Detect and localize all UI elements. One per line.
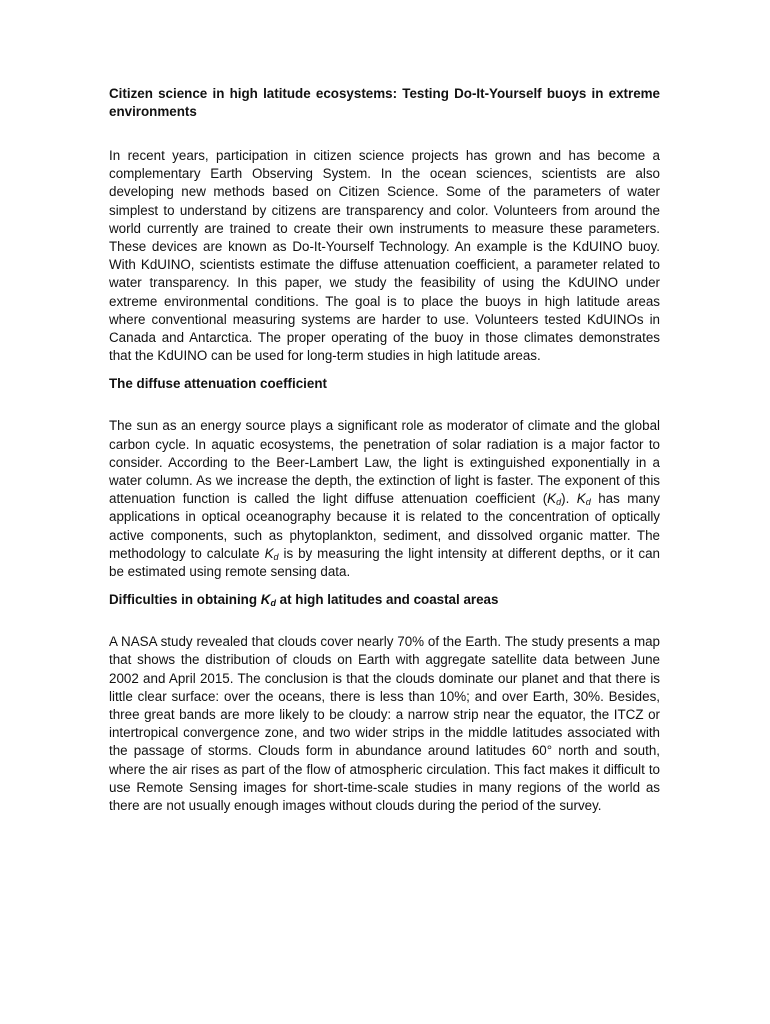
section-heading-difficulties (109, 591, 660, 609)
kd-symbol (261, 592, 276, 607)
kd-symbol (547, 491, 561, 506)
kd-subscript: d (270, 598, 276, 609)
kd-subscript: d (556, 497, 562, 508)
text-run: The sun as an energy source plays a significant role as moderator of climate and the global carbon cycle. In aquatic ecosystems, the penetration of solar radiation is a major factor to consider. According to the Beer-Lambert Law, the light is extinguished exponentially in a water column. As we increase the depth, the extinction of light is faster. The exponent of this attenuation function is called the light diffuse attenuation coefficient ( (109, 418, 660, 507)
heading-run: at high latitudes and coastal areas (275, 592, 499, 608)
kd-subscript: d (585, 497, 591, 508)
diffuse-attenuation-paragraph (109, 417, 660, 581)
text-run: has many applications in optical oceanography because it is related to the concentration of optically active components, such as phytoplankton, sediment, and dissolved organic matter. The methodology to calculate (109, 491, 660, 561)
kd-base: K (264, 545, 274, 561)
kd-base: K (260, 592, 271, 608)
kd-base: K (576, 491, 586, 507)
kd-subscript: d (273, 551, 279, 562)
kd-symbol (265, 546, 279, 561)
spacer (109, 393, 660, 417)
kd-symbol (577, 491, 591, 506)
difficulties-paragraph: A NASA study revealed that clouds cover nearly 70% of the Earth. The study presents a map that shows the distribution of clouds on Earth with aggregate satellite data between June 2002 and April 2015. The conclusion is that the clouds dominate our planet and that there is little clear surface: over the oceans, there is less than 10%; and over Earth, 30%. Besides, three great bands are more likely to be cloudy: a narrow strip near the equator, the ITCZ or intertropical convergence zone, and two wider strips in the middle latitudes associated with the passage of storms. Clouds form in abundance around latitudes 60° north and south, where the air rises as part of the flow of atmospheric circulation. This fact makes it difficult to use Remote Sensing images for short-time-scale studies in many regions of the world as there are not usually enough images without clouds during the period of the survey. (109, 634, 660, 814)
spacer (109, 365, 660, 375)
kd-base: K (547, 491, 557, 507)
heading-run: Difficulties in obtaining (109, 592, 261, 608)
spacer (109, 609, 660, 633)
document-title: Citizen science in high latitude ecosystems: Testing Do-It-Yourself buoys in extreme environments (109, 86, 660, 119)
abstract-paragraph: In recent years, participation in citizen science projects has grown and has become a complementary Earth Observing System. In the ocean sciences, scientists are also developing new methods based on Citizen Science. Some of the parameters of water simplest to understand by citizens are transparency and color. Volunteers from around the world currently are trained to create their own instruments to measure these parameters. These devices are known as Do-It-Yourself Technology. An example is the KdUINO buoy. With KdUINO, scientists estimate the diffuse attenuation coefficient, a parameter related to water transparency. In this paper, we study the feasibility of using the KdUINO under extreme environmental conditions. The goal is to place the buoys in high latitude areas where conventional measuring systems are harder to use. Volunteers tested KdUINOs in Canada and Antarctica. The proper operating of the buoy in those climates demonstrates that the KdUINO can be used for long-term studies in high latitude areas. (109, 148, 660, 364)
spacer (109, 581, 660, 591)
document-page (109, 85, 660, 815)
text-run: is by measuring the light intensity at different depths, or it can be estimated using remote sensing data. (109, 545, 660, 580)
text-run: ). (561, 491, 577, 507)
section-heading-diffuse-attenuation: The diffuse attenuation coefficient (109, 376, 327, 392)
